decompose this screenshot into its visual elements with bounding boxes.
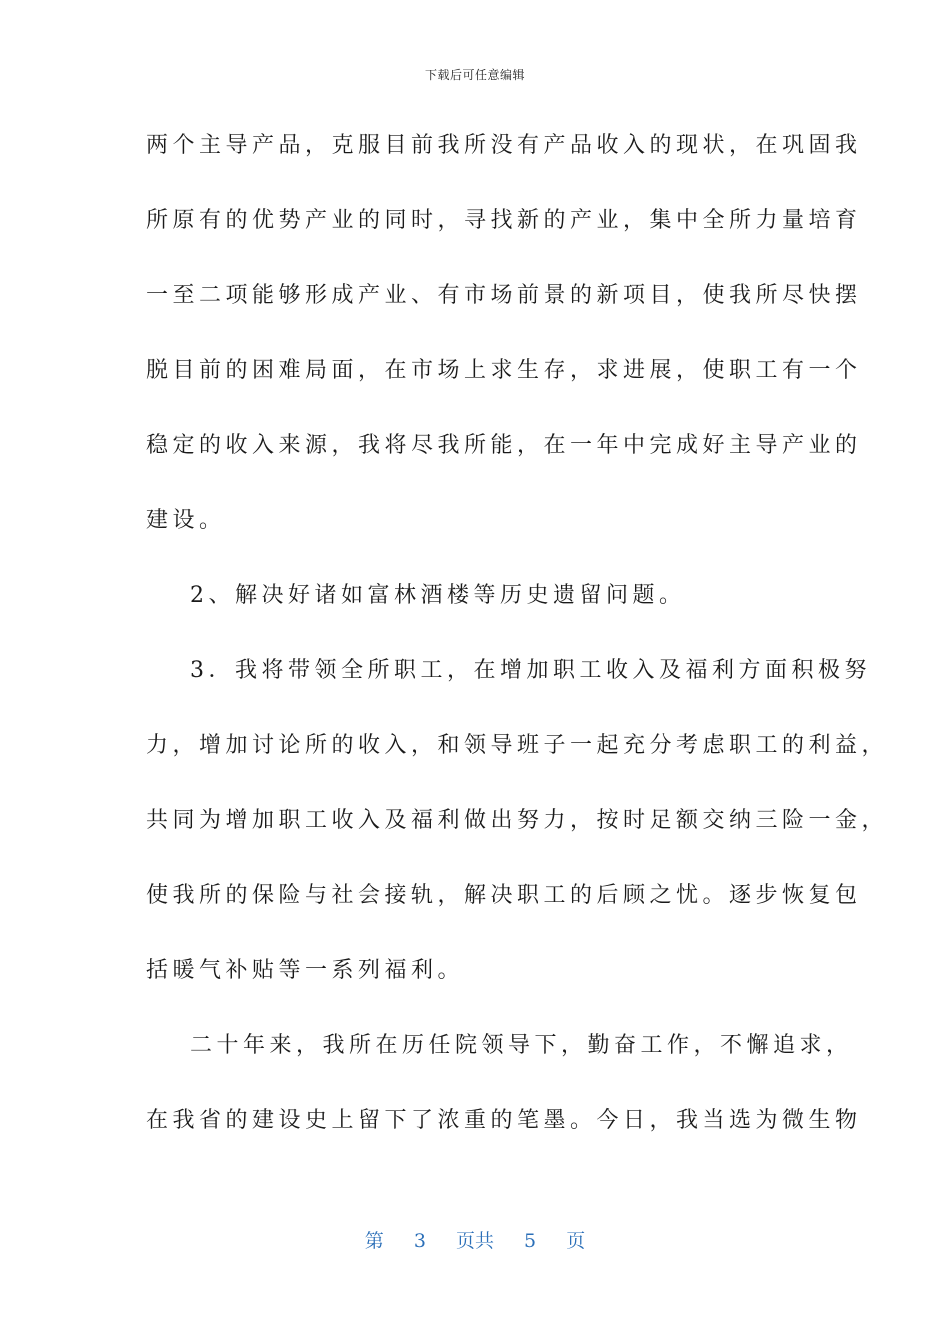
- body-line: 2、解决好诸如富林酒楼等历史遗留问题。: [190, 583, 686, 608]
- page-header: 下载后可任意编辑: [424, 68, 525, 82]
- body-line: 使我所的保险与社会接轨，解决职工的后顾之忧。逐步恢复包: [146, 883, 862, 908]
- body-line: 脱目前的困难局面，在市场上求生存，求进展，使职工有一个: [146, 358, 862, 383]
- body-line: 建设。: [146, 508, 226, 533]
- footer-prefix: 第: [364, 1230, 384, 1252]
- page-footer: [0, 1226, 950, 1253]
- body-line: 3．我将带领全所职工，在增加职工收入及福利方面积极努: [190, 658, 871, 683]
- body-line: 所原有的优势产业的同时，寻找新的产业，集中全所力量培育: [146, 208, 862, 233]
- body-line: 力，增加讨论所的收入，和领导班子一起充分考虑职工的利益，: [146, 733, 889, 758]
- body-line: 共同为增加职工收入及福利做出努力，按时足额交纳三险一金，: [146, 808, 889, 833]
- body-line: 在我省的建设史上留下了浓重的笔墨。今日，我当选为微生物: [146, 1108, 862, 1133]
- body-line: 两个主导产品，克服目前我所没有产品收入的现状，在巩固我: [146, 133, 862, 158]
- footer-total-pages: 5: [524, 1230, 537, 1252]
- document-body: [146, 128, 889, 1178]
- footer-current-page: 3: [413, 1230, 426, 1252]
- body-line: 一至二项能够形成产业、有市场前景的新项目，使我所尽快摆: [146, 283, 862, 308]
- body-line: 稳定的收入来源，我将尽我所能，在一年中完成好主导产业的: [146, 433, 862, 458]
- body-line: 二十年来，我所在历任院领导下，勤奋工作，不懈追求，: [190, 1033, 853, 1058]
- footer-suffix: 页: [566, 1230, 586, 1252]
- footer-middle: 页共: [455, 1230, 494, 1252]
- body-line: 括暖气补贴等一系列福利。: [146, 958, 465, 983]
